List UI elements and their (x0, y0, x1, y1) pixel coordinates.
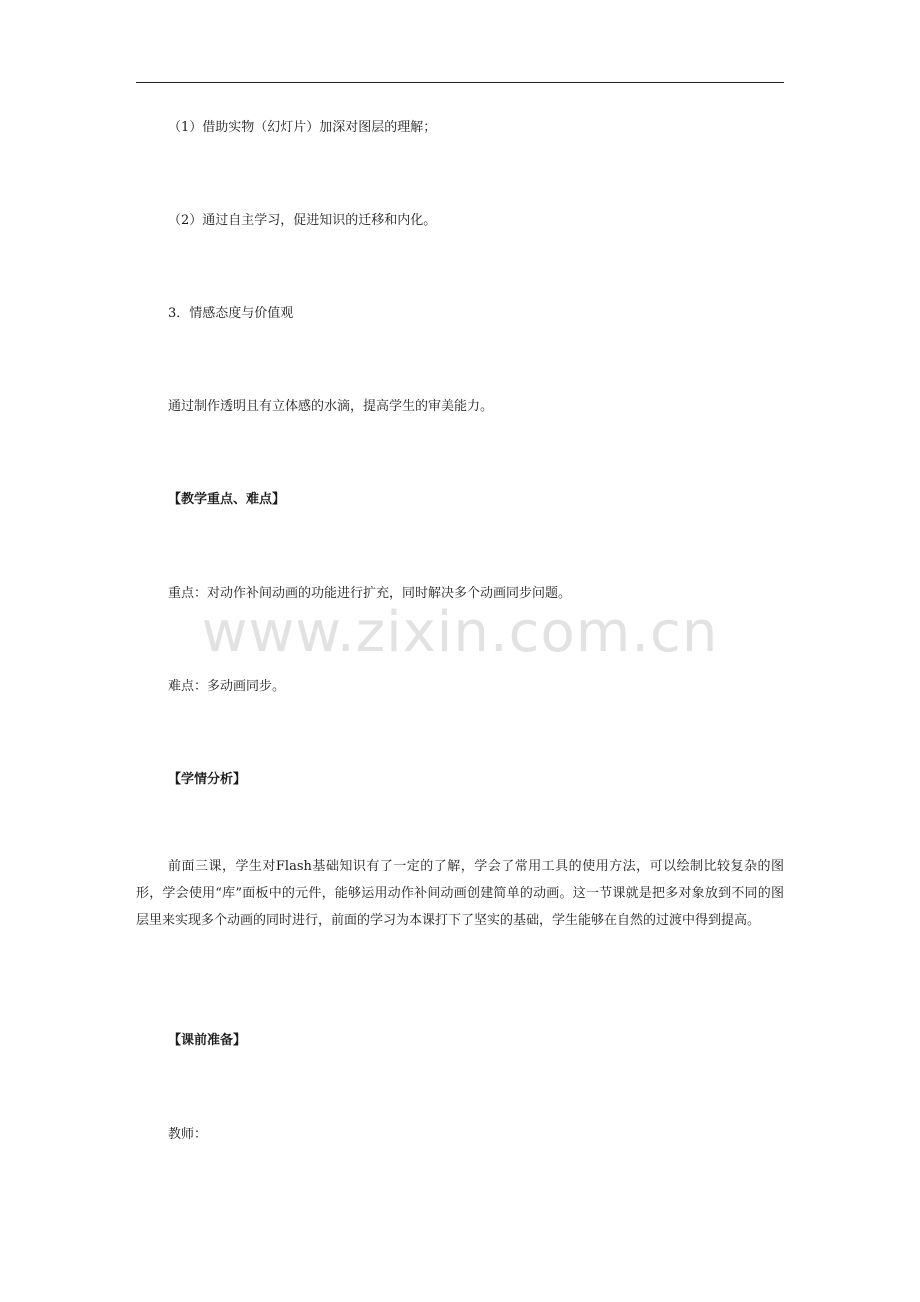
key-point-text: 重点：对动作补间动画的功能进行扩充，同时解决多个动画同步问题。 (168, 586, 572, 601)
objective-item-2: （2）通过自主学习，促进知识的迁移和内化。 (168, 213, 437, 228)
heading-student-analysis: 【学情分析】 (168, 772, 247, 787)
header-rule (136, 82, 784, 83)
teacher-label: 教师： (168, 1127, 208, 1142)
watermark: www.zixin.com.cn (201, 600, 719, 665)
section-subtitle-attitude: 3．情感态度与价值观 (168, 306, 294, 321)
heading-preparation: 【课前准备】 (168, 1033, 247, 1048)
student-analysis-paragraph: 前面三课，学生对Flash基础知识有了一定的了解，学会了常用工具的使用方法，可以绘制比较复杂的图形，学会使用“库”面板中的元件，能够运用动作补间动画创建简单的动画。这一节课就是把多对象放到不同的图层里来实现多个动画的同时进行，前面的学习为本课打下了坚实的基础，学生能够在自然的过渡中得到提高。 (136, 859, 784, 928)
difficult-point-text: 难点：多动画同步。 (168, 679, 286, 694)
objective-item-1: （1）借助实物（幻灯片）加深对图层的理解； (168, 120, 437, 135)
attitude-text: 通过制作透明且有立体感的水滴，提高学生的审美能力。 (168, 399, 494, 414)
heading-key-points: 【教学重点、难点】 (168, 492, 286, 507)
